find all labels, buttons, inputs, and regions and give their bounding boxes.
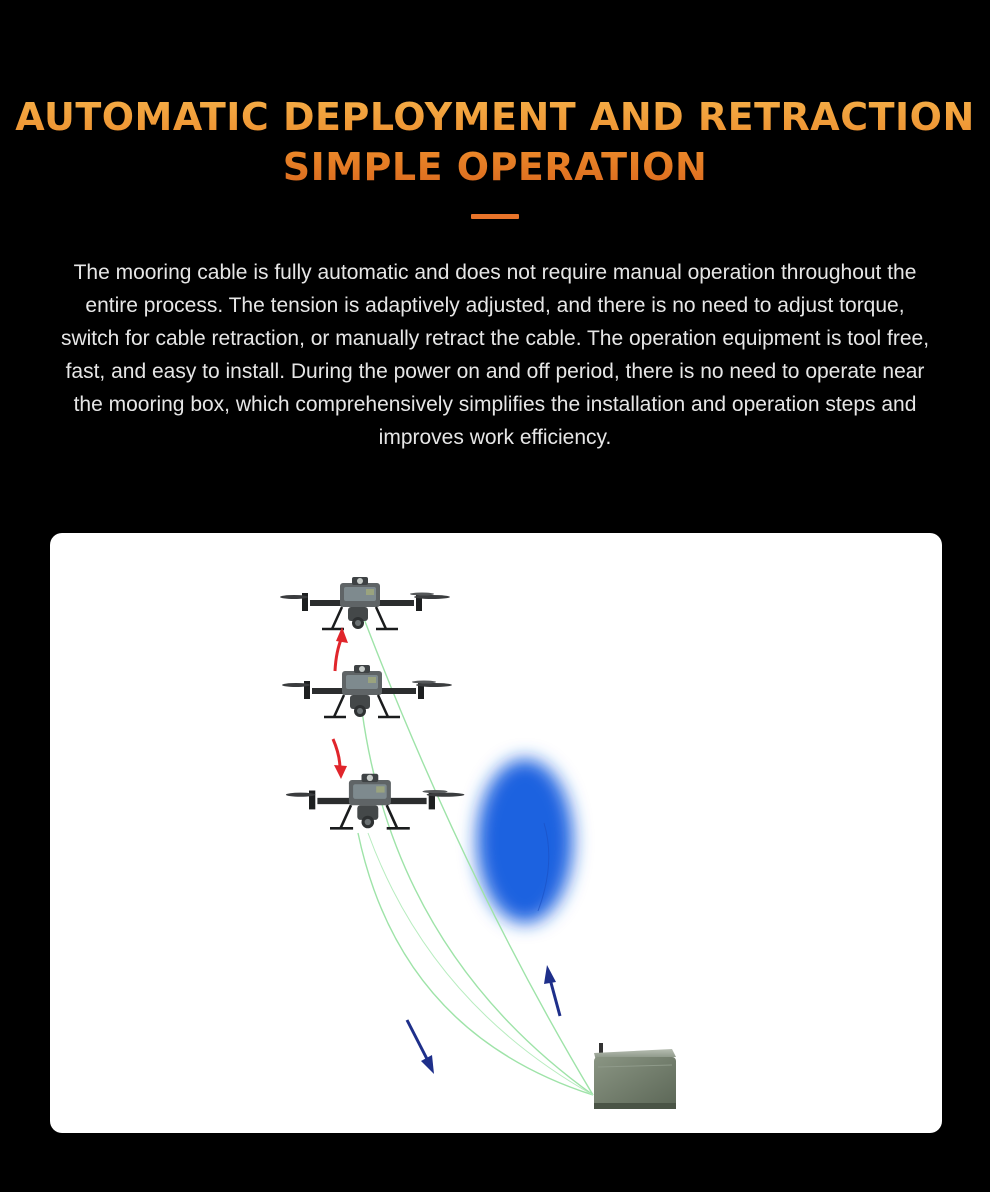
- down-arrow-icon: [333, 739, 347, 779]
- drone-icon: [282, 665, 452, 717]
- description-text: The mooring cable is fully automatic and does not require manual operation throughout the entire process. The tension is adaptively adjusted, and there is no need to adjust torque, switch for cable retraction, or manually retract the cable. The operation equipment is tool free, fast, and easy to install. During the power on and off period, there is no need to operate near the mooring box, which comprehensively simplifies the installation and operation steps and improves work efficiency.: [60, 261, 930, 449]
- title-divider: [471, 214, 519, 219]
- drone-icon: [286, 774, 464, 829]
- cable-out-arrow-icon: [544, 965, 560, 1016]
- tether-illustration: [50, 533, 942, 1133]
- title-line-1: AUTOMATIC DEPLOYMENT AND RETRACTION: [15, 95, 975, 139]
- page-title: [0, 92, 990, 192]
- illustration-card: [50, 533, 942, 1133]
- cable-line-2: [362, 711, 593, 1095]
- blurred-blue-region: [477, 759, 573, 923]
- up-arrow-icon: [335, 627, 348, 671]
- cable-in-arrow-icon: [407, 1020, 434, 1074]
- mooring-box-icon: [594, 1043, 676, 1109]
- title-line-2: SIMPLE OPERATION: [282, 145, 708, 189]
